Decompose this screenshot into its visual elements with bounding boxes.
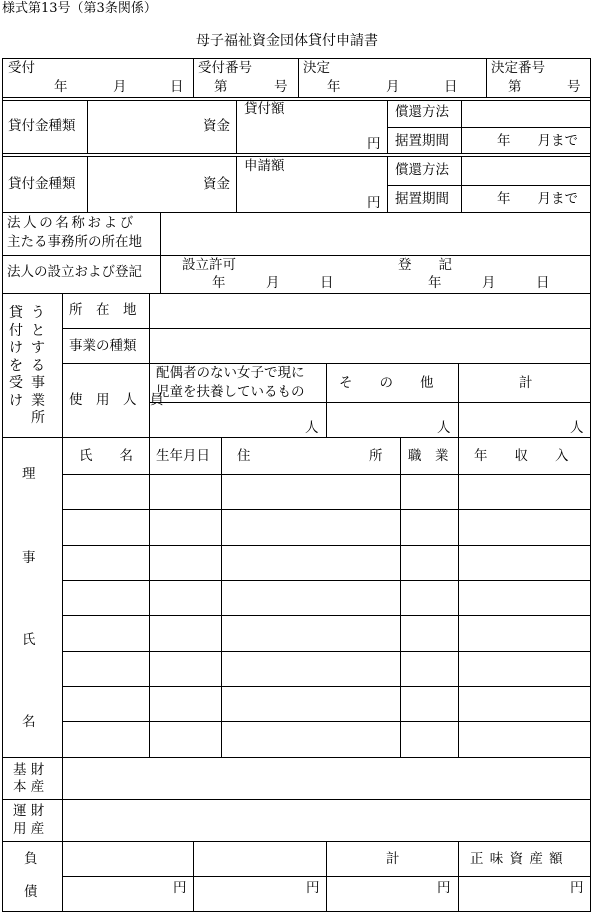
liabilities-yen-3: 円 [437, 880, 451, 896]
liabilities-total-label: 計 [386, 851, 400, 867]
deferment-period-label-2: 据置期間 [395, 191, 449, 207]
decision-day: 日 [444, 79, 458, 95]
basic-assets-label-2: 本 産 [13, 779, 45, 795]
office-vertical-right-char-3: す [31, 340, 45, 356]
loan-fund-1: 資金 [203, 118, 230, 134]
director-address-header-1: 住 [237, 448, 251, 464]
director-income-header: 年 収 入 [474, 448, 569, 464]
receipt-month: 月 [113, 79, 127, 95]
decision-number-go: 号 [567, 79, 581, 95]
loan-amount-label: 貸付額 [244, 101, 285, 117]
receipt-number-go: 号 [274, 79, 288, 95]
basic-assets-label-1: 基 財 [13, 762, 45, 778]
office-vertical-right-char-6: 業 [31, 392, 45, 409]
liabilities-label-1: 負 [24, 851, 38, 867]
liabilities-yen-4: 円 [570, 880, 584, 896]
single-mother-line2: 児童を扶養しているもの [156, 384, 305, 400]
office-vertical-left-char-1: 貸 [9, 305, 23, 321]
repayment-method-label-1: 償還方法 [395, 104, 449, 120]
office-vertical-right-char-4: る [31, 357, 45, 374]
single-mother-line1: 配偶者のない女子で現に [156, 365, 305, 381]
applied-amount-yen: 円 [367, 195, 381, 211]
directors-label-char-3: 氏 [22, 632, 36, 648]
office-vertical-right [30, 305, 46, 428]
loan-fund-2: 資金 [203, 176, 230, 192]
decision-number-label: 決定番号 [491, 60, 545, 76]
receipt-number-label: 受付番号 [198, 60, 252, 76]
receipt-year: 年 [54, 79, 68, 95]
registration-date: 年 月 日 [428, 275, 550, 291]
person-unit-2: 人 [437, 420, 451, 436]
loan-type-label-1: 貸付金種類 [8, 118, 76, 134]
office-vertical-left [8, 305, 24, 410]
director-occupation-header: 職 業 [408, 448, 449, 464]
liabilities-label-2: 債 [24, 884, 38, 900]
corp-establishment-label: 法人の設立および登記 [7, 264, 142, 280]
office-vertical-right-char-2: と [31, 322, 45, 339]
office-vertical-right-char-7: 所 [31, 410, 45, 426]
net-assets-label: 正 味 資 産 額 [470, 851, 564, 867]
deferment-period-label-1: 据置期間 [395, 133, 449, 149]
form-title: 母子福祉資金団体貸付申請書 [196, 33, 378, 49]
director-birth-header: 生年月日 [156, 448, 210, 464]
director-name-header: 氏 名 [79, 448, 133, 464]
decision-month: 月 [386, 79, 400, 95]
receipt-day: 日 [170, 79, 184, 95]
person-unit-1: 人 [305, 420, 319, 436]
directors-label-char-1: 理 [22, 466, 36, 482]
other-employees-label: そ の 他 [339, 375, 434, 391]
office-location-label: 所 在 地 [69, 302, 137, 318]
corp-name-label-line2: 主たる事務所の所在地 [7, 234, 142, 250]
operating-assets-label-2: 用 産 [13, 821, 45, 837]
office-vertical-right-char-1: う [31, 305, 45, 321]
corp-name-label-line1: 法人の名称および [7, 215, 136, 231]
registration-label: 登 記 [398, 257, 452, 273]
permit-label: 設立許可 [182, 257, 236, 273]
office-vertical-left-char-2: 付 [9, 322, 23, 339]
form-number: 様式第13号（第3条関係） [2, 1, 157, 16]
repayment-method-label-2: 償還方法 [395, 162, 449, 178]
applied-amount-label: 申請額 [244, 158, 285, 174]
office-vertical-right-char-5: 事 [31, 375, 45, 391]
directors-label-char-4: 名 [22, 714, 36, 730]
director-address-header-2: 所 [369, 448, 383, 464]
office-vertical-left-char-5: 受 [9, 375, 23, 391]
decision-label: 決定 [303, 60, 330, 76]
decision-year: 年 [327, 79, 341, 95]
business-type-label: 事業の種類 [69, 338, 137, 354]
receipt-number-dai: 第 [214, 79, 228, 95]
loan-type-label-2: 貸付金種類 [8, 176, 76, 192]
receipt-label: 受付 [8, 60, 35, 76]
office-vertical-left-char-6: け [9, 392, 23, 409]
deferment-until-1: 年 月まで [497, 133, 578, 149]
permit-date: 年 月 日 [212, 275, 334, 291]
decision-number-dai: 第 [508, 79, 522, 95]
total-employees-label: 計 [519, 375, 533, 391]
liabilities-yen-1: 円 [173, 880, 187, 896]
office-vertical-left-char-3: け [9, 340, 23, 356]
office-vertical-left-char-4: を [9, 357, 23, 374]
deferment-until-2: 年 月まで [497, 191, 578, 207]
operating-assets-label-1: 運 財 [13, 803, 45, 819]
employees-label: 使 用 人 員 [69, 392, 164, 408]
person-unit-3: 人 [570, 420, 584, 436]
directors-label-char-2: 事 [22, 550, 36, 566]
liabilities-yen-2: 円 [306, 880, 320, 896]
loan-amount-yen: 円 [367, 136, 381, 152]
